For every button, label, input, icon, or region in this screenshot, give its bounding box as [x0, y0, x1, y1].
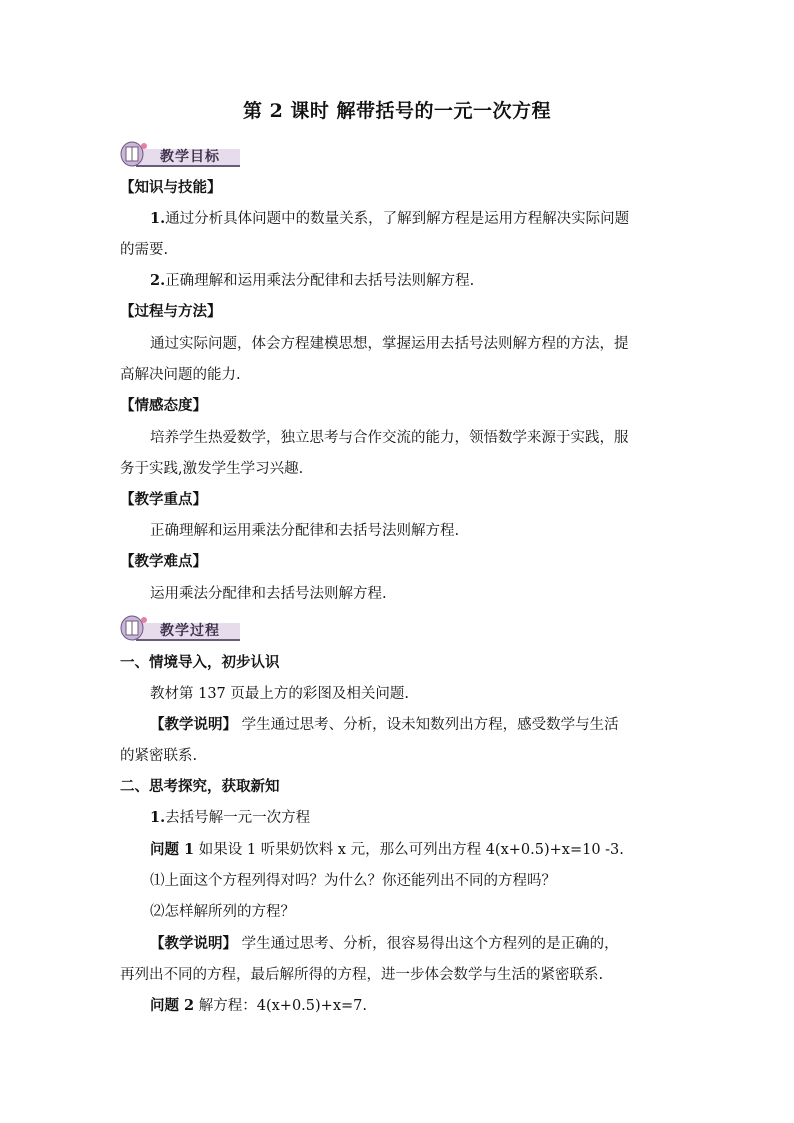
heading-knowledge: 【知识与技能】	[120, 179, 222, 196]
note-label: 【教学说明】	[150, 716, 237, 733]
paragraph-text: 去括号解一元一次方程	[165, 810, 311, 826]
paragraph-knowledge-1	[150, 209, 629, 229]
note-text: 学生通过思考、分析，很容易得出这个方程列的是正确的，	[237, 936, 619, 952]
heading-method: 【过程与方法】	[120, 303, 222, 320]
question-text: 解方程：4(x+0.5)+x=7.	[194, 998, 367, 1014]
banner-label: 教学目标	[160, 149, 220, 165]
paragraph-method: 通过实际问题，体会方程建模思想，掌握运用去括号法则解方程的方法，提	[150, 336, 629, 352]
paragraph-part-1-note-cont: 的紧密联系.	[120, 748, 198, 764]
paragraph-emotion-cont: 务于实践,激发学生学习兴趣.	[120, 461, 304, 477]
paragraph-part-1-note	[150, 715, 619, 735]
heading-part-1: 一、情境导入，初步认识	[120, 654, 280, 671]
section-banner-goals	[118, 138, 242, 168]
question-1-part-1: ⑴上面这个方程列得对吗？为什么？你还能列出不同的方程吗？	[150, 873, 556, 889]
note-text: 学生通过思考、分析，设未知数列出方程，感受数学与生活	[237, 717, 619, 733]
paragraph-text: 正确理解和运用乘法分配律和去括号法则解方程.	[165, 273, 475, 289]
paragraph-part-2-note	[150, 934, 619, 954]
paragraph-difficulties: 运用乘法分配律和去括号法则解方程.	[150, 586, 387, 602]
paragraph-emotion: 培养学生热爱数学，独立思考与合作交流的能力，领悟数学来源于实践，服	[150, 430, 629, 446]
question-label: 问题 1	[150, 841, 195, 858]
item-number: 1.	[150, 210, 166, 227]
question-text: 如果设 1 听果奶饮料 x 元，那么可列出方程 4(x+0.5)+x=10 -3.	[194, 842, 624, 858]
paragraph-part-2-sub	[150, 808, 310, 828]
paragraph-knowledge-2	[150, 271, 474, 291]
question-1	[150, 840, 624, 860]
question-1-part-2: ⑵怎样解所列的方程？	[150, 904, 295, 920]
book-icon	[118, 612, 158, 644]
paragraph-method-cont: 高解决问题的能力.	[120, 367, 241, 383]
heading-part-2: 二、思考探究，获取新知	[120, 778, 280, 795]
paragraph-text: 通过分析具体问题中的数量关系，了解到解方程是运用方程解决实际问题	[165, 211, 630, 227]
paragraph-key-points: 正确理解和运用乘法分配律和去括号法则解方程.	[150, 523, 460, 539]
heading-emotion: 【情感态度】	[120, 397, 207, 414]
paragraph-knowledge-1-cont: 的需要.	[120, 242, 169, 258]
heading-key-points: 【教学重点】	[120, 491, 207, 508]
note-label: 【教学说明】	[150, 935, 237, 952]
banner-label: 教学过程	[160, 623, 220, 639]
question-2	[150, 996, 367, 1016]
paragraph-part-2-note-cont: 再列出不同的方程，最后解所得的方程，进一步体会数学与生活的紧密联系.	[120, 967, 604, 983]
item-number: 1.	[150, 809, 166, 826]
paragraph-part-1: 教材第 137 页最上方的彩图及相关问题.	[150, 686, 410, 702]
item-number: 2.	[150, 272, 166, 289]
question-label: 问题 2	[150, 997, 195, 1014]
book-icon	[118, 138, 158, 170]
section-banner-process	[118, 612, 242, 642]
heading-difficulties: 【教学难点】	[120, 553, 207, 570]
page-title: 第 2 课时 解带括号的一元一次方程	[242, 100, 552, 122]
